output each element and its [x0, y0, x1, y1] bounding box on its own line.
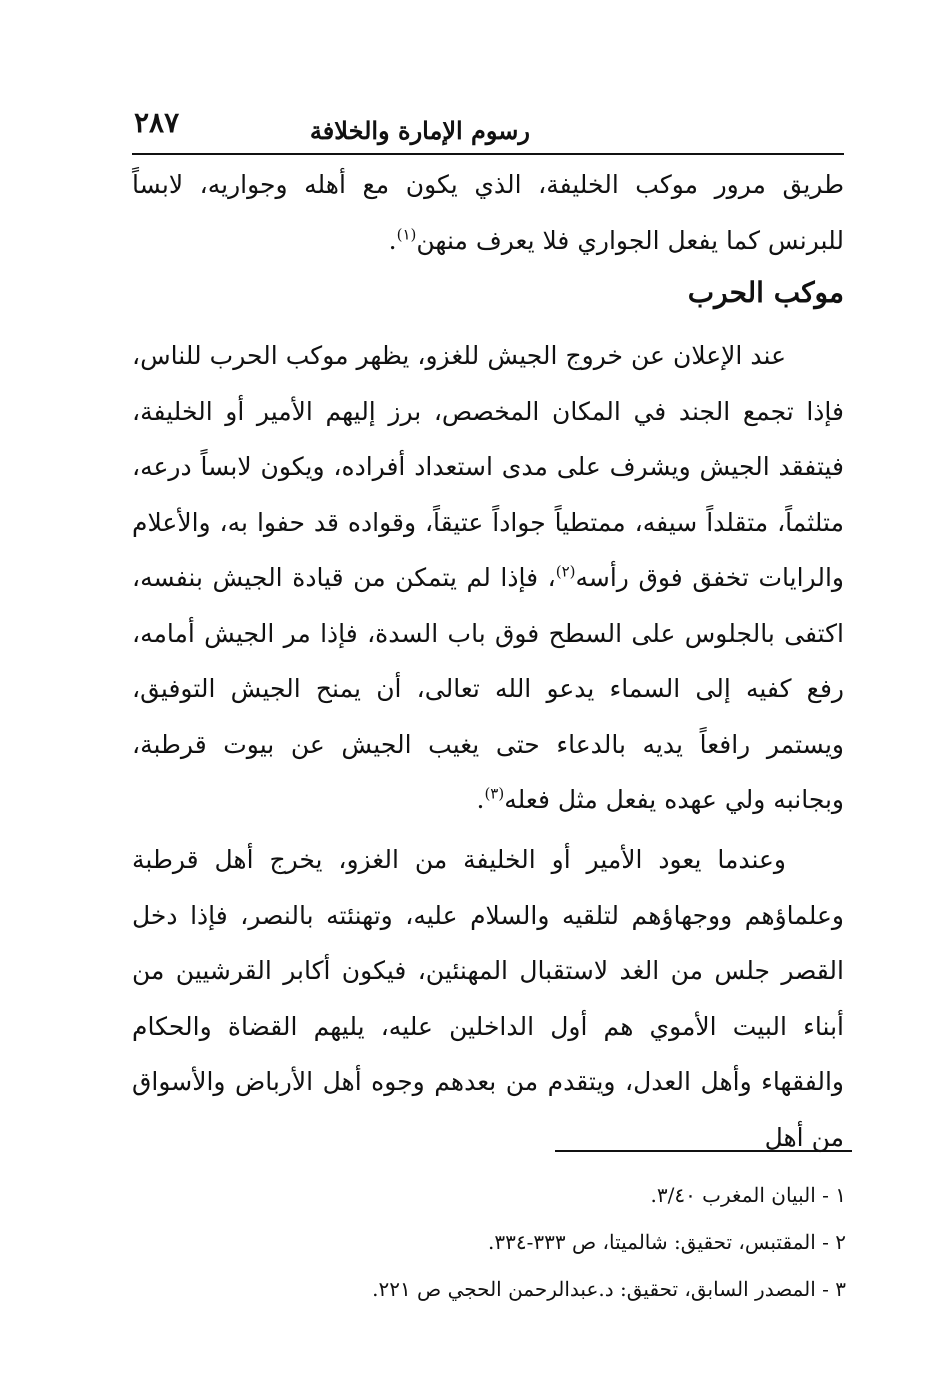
continued-paragraph-text: طريق مرور موكب الخليفة، الذي يكون مع أهله وجواريه، لابساً للبرنس كما يفعل الجواري فلا يعرف منهن — [132, 170, 844, 255]
running-title: رسوم الإمارة والخلافة — [309, 116, 530, 145]
footnotes — [132, 1172, 846, 1313]
footnote-3: ٣ - المصدر السابق، تحقيق: د.عبدالرحمن الحجي ص ٢٢١. — [372, 1277, 846, 1301]
footnote-1: ١ - البيان المغرب ٣/٤٠. — [650, 1183, 846, 1207]
continued-paragraph — [132, 157, 844, 268]
paragraph-end: . — [388, 225, 397, 255]
footnote-marker-2[interactable]: (٢) — [555, 562, 576, 581]
paragraph-text: وعندما يعود الأمير أو الخليفة من الغزو، يخرج أهل قرطبة وعلماؤهم ووجهاؤهم لتلقيه والسلام عليه، وتهنئته بالنصر، فإذا دخل القصر جلس من الغد لاستقبال المهنئين، فيكون أكابر القرشيين من أبناء البيت الأموي هم أول الداخلين عليه، يليهم القضاة والحكام والفقهاء وأهل العدل، ويتقدم من بعدهم وجوه أهل الأرباض والأسواق من أهل — [132, 845, 844, 1152]
footnote-marker-3[interactable]: (٣) — [484, 784, 505, 803]
footnote-rule — [555, 1150, 852, 1152]
paragraph-text-part-a: عند الإعلان عن خروج الجيش للغزو، يظهر موكب الحرب للناس، فإذا تجمع الجند في المكان المخصص، برز إليهم الأمير أو الخليفة، فيتفقد الجيش ويشرف على مدى استعداد أفراده، ويكون لابساً درعه، متلثماً، متقلداً سيفه، ممتطياً جواداً عتيقاً، وقواده قد حفوا به، والأعلام والرايات تخفق فوق رأسه — [132, 341, 844, 592]
section-heading: موكب الحرب — [687, 276, 844, 309]
paragraph-war-procession — [132, 328, 844, 828]
footnote-2: ٢ - المقتبس، تحقيق: شالميتا، ص ٣٣٣-٣٣٤. — [488, 1230, 846, 1254]
paragraph-text-part-b: ، فإذا لم يتمكن من قيادة الجيش بنفسه، اكتفى بالجلوس على السطح فوق باب السدة، فإذا مر الجيش أمامه، رفع كفيه إلى السماء يدعو الله تعالى، أن يمنح الجيش التوفيق، ويستمر رافعاً يديه بالدعاء حتى يغيب الجيش عن بيوت قرطبة، وبجانبه ولي عهده يفعل مثل فعله — [132, 563, 844, 814]
page-number: ٢٨٧ — [134, 106, 180, 139]
paragraph-return — [132, 832, 844, 1165]
footnote-marker-1[interactable]: (١) — [396, 225, 417, 244]
header-rule — [132, 153, 844, 155]
paragraph-end: . — [476, 785, 485, 814]
